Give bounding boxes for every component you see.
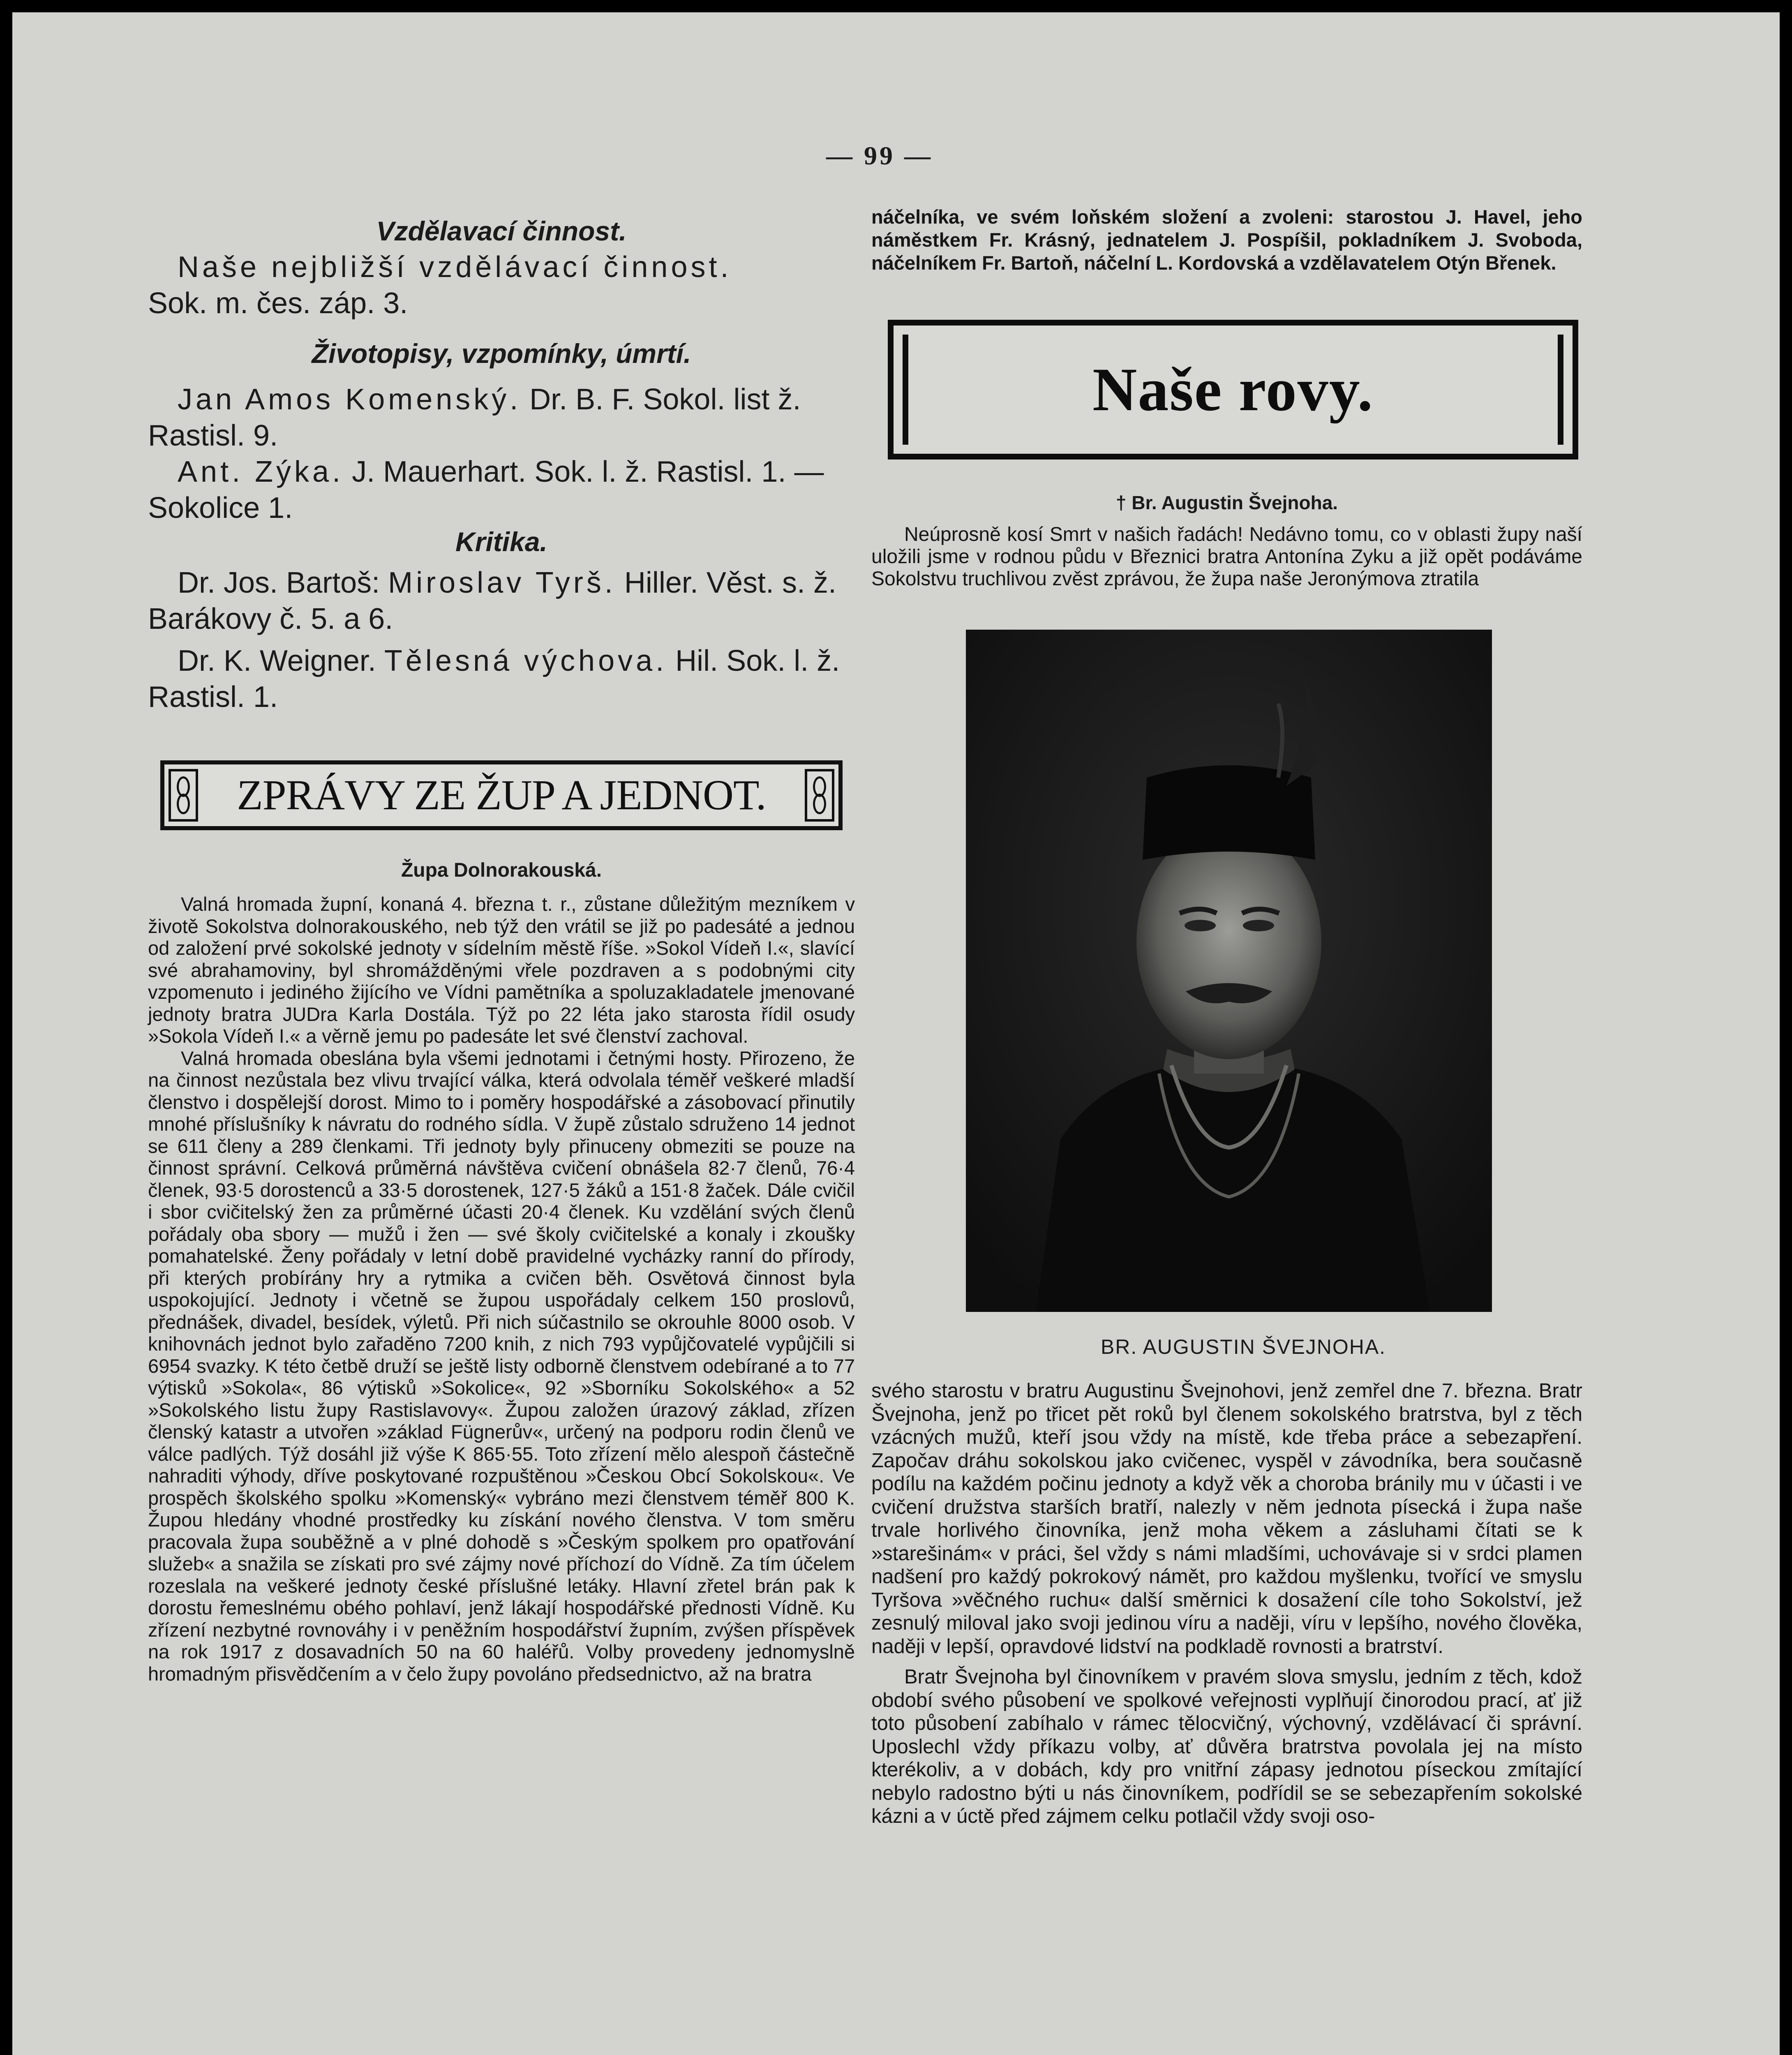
ornament-icon <box>805 769 834 822</box>
biblio-source: Sok. m. čes. záp. 3. <box>148 287 408 320</box>
biblio-spaced-title: Ant. Zýka. <box>178 455 344 488</box>
page-number: — 99 — <box>826 141 933 170</box>
biblio-source: J. Mauerhart. Sok. l. ž. Rastisl. 1. — Sokolice 1. <box>148 455 824 524</box>
biblio-source: Hiller. Věst. s. ž. Barákovy č. 5. a 6. <box>148 566 837 635</box>
biblio-entry <box>148 381 855 454</box>
portrait-photo <box>966 630 1492 1312</box>
left-column <box>148 210 855 1685</box>
biblio-entry <box>148 249 855 321</box>
ornament-icon <box>169 769 198 822</box>
zupa-heading: Župa Dolnorakouská. <box>401 859 602 881</box>
banner-title: ZPRÁVY ZE ŽUP A JEDNOT. <box>237 771 766 819</box>
section-title-kritika: Kritika. <box>455 526 547 557</box>
biblio-entry <box>148 454 855 526</box>
section-title-zivotopisy: Životopisy, vzpomínky, úmrtí. <box>312 338 691 369</box>
nase-rovy-frame <box>903 335 1563 445</box>
biblio-entry <box>148 643 855 715</box>
article-paragraph: Valná hromada obeslána byla všemi jednotami i četnými hosty. Přirozeno, že na činnost nezůstala bez vlivu trvající válka, která odvolala téměř veškeré mladší členstvo i dospělejší dorost. Mimo to i poměry hospodářské a zásobovací přinutily mnohé příslušníky k návratu do rodného sídla. V župě zůstalo sdruženo 14 jednot se 611 členy a 289 členkami. Tři jednoty byly přinuceny obmeziti se pouze na činnost správní. Celková průměrná návštěva cvičení obnášela 82·7 členů, 76·4 členek, 93·5 dorostenců a 33·5 dorostenek, 127·5 žáků a 151·8 žaček. Dále cvičil i sbor cvičitelský žen za průměrné účasti 20·4 členek. Ku vzdělání svých členů pořádaly oba sbory — mužů i žen — své školy cvičitelské a konaly i zkoušky pomahatelské. Ženy pořádaly v letní době pravidelné vycházky ranní do přírody, při kterých probírány hry a rytmika a cvičen běh. Osvětová činnost byla uspokojující. Jednoty i včetně se župou uspořádaly celkem 150 proslovů, přednášek, divadel, besídek, výletů. Při nich súčastnilo se okrouhle 8000 osob. V knihovnách jednot bylo zařaděno 7200 knih, z nich 793 vypůjčovatelé vypůjčili si 6954 svazky. K této četbě druží se ještě listy odborně členstvem odebírané a to 77 výtisků »Sokola«, 86 výtisků »Sokolice«, 92 »Sborníku Sokolského« a 52 »Sokolského listu župy Rastislavovy«. Župou založen úrazový základ, zřízen členský katastr a utvořen »základ Fügnerův«, určený na podporu rodin členů ve válce padlých. Týž dosáhl již výše K 865·55. Toto zřízení mělo alespoň částečně nahraditi výhody, dříve poskytované rozpuštěnou »Českou Obcí Sokolskou«. Ve prospěch školského spolku »Komenský« vybráno mezi členstvem téměř 800 K. Župou hledány vhodné prostředky ku získání nového členstva. V tom směru pracovala župa souběžně a v plné dohodě s »Českým spolkem pro opatřování služeb« a snažila se získati pro své zájmy nové příchozí do Vídně. Za tím účelem rozeslala na veškeré jednoty české příslušné letáky. Hlavní zřetel brán pak k dorostu řemeslnému obého pohlaví, jenž lákají hospodářské přednosti Vídně. Ku zřízení nezbytné rovnováhy i v peněžním hospodářství župním, zvýšen příspěvek na rok 1917 z dosavadních 50 na 60 haléřů. Volby provedeny jednomyslně hromadným přisvědčením a v čelo župy povoláno předsednictvo, až na bratra <box>148 1047 855 1685</box>
nase-rovy-title: Naše rovy. <box>1092 356 1374 424</box>
photo-caption: BR. AUGUSTIN ŠVEJNOHA. <box>1100 1335 1386 1358</box>
right-column <box>871 206 1582 1828</box>
biblio-spaced-title: Miroslav Tyrš. <box>388 566 616 599</box>
biblio-source: Dr. B. F. Sokol. list ž. Rastisl. 9. <box>148 383 801 452</box>
section-title-vzdelavaci: Vzdělavací činnost. <box>376 216 627 246</box>
article-paragraph: Valná hromada župní, konaná 4. března t. r., zůstane důležitým mezníkem v životě Sokolstva dolnorakouského, neb týž den vrátil se již po padesáté a jednou od založení prvé sokolské jednoty v sídelním městě říše. »Sokol Vídeň I.«, slavící své abrahamoviny, byl shromážděnými vřele pozdraven a s podobnými city vzpomenuto i jediného žijícího ve Vídni pamětníka a spoluzakladatele jmenované jednoty bratra JUDra Karla Dostála. Týž po 22 léta jako starosta řídil osudy »Sokola Vídeň I.« a věrně jemu po padesáte let své členství zachoval. <box>148 893 855 1047</box>
biblio-spaced-title: Naše nejbližší vzdělávací činnost. <box>178 251 732 284</box>
obituary-paragraph: svého starostu v bratru Augustinu Švejnohovi, jenž zemřel dne 7. března. Bratr Švejnoha, jenž po třicet pět roků byl členem sokolského bratrstva, byl z těch vzácných mužů, kteří jsou vždy na místě, kde třeba práce a sebezapření. Započav dráhu sokolskou jako cvičenec, vyspěl v závodníka, bera současně podílu na každém počinu jednoty a když věk a choroba bránily mu v účasti i ve cvičení družstva starších bratří, nalezly v něm jednota písecká i župa naše trvale horlivého činovníka, jenž moha věkem a zásluhami čítati se k »starešinám« v práci, šel vždy s námi mladšími, uchovávaje si v srdci plamen nadšení pro každý pokrokový námět, pro každou myšlenku, tvořící ve smyslu Tyršova »věčného ruchu« další směrnici k dosažení cíle toho Sokolství, jež zesnulý miloval jako svoji jedinou víru a naději, víru v lepšího, nového člověka, naději v lepší, opravdové lidství na podkladě rovnosti a bratrství. <box>871 1380 1582 1658</box>
continuation-paragraph: náčelníka, ve svém loňském složení a zvoleni: starostou J. Havel, jeho náměstkem Fr. Krásný, jednatelem J. Pospíšil, pokladníkem J. Svoboda, náčelníkem Fr. Bartoň, náčelní L. Kordovská a vzdělavatelem Otýn Břenek. <box>871 206 1582 274</box>
section-banner <box>160 760 843 830</box>
biblio-source: Hil. Sok. l. ž. Rastisl. 1. <box>148 644 840 713</box>
biblio-spaced-title: Jan Amos Komenský. <box>178 383 522 416</box>
portrait-figure <box>966 630 1492 1312</box>
biblio-author: Dr. K. Weigner. <box>178 644 384 677</box>
obituary-paragraph: Bratr Švejnoha byl činovníkem v pravém slova smyslu, jedním z těch, kdož období svého působení ve spolkové veřejnosti vyplňují činorodou prací, ať již toto působení zabíhalo v rámec tělocvičný, výchovný, vzdělávací či správní. Uposlechl vždy příkazu volby, ať důvěra bratrstva povolala jej na místo kterékoliv, a v dobách, kdy pro vnitřní zápasy jednotou píseckou zmítající nebylo radostno býti u nás činovníkem, podřídil se se sebezapřením sokolské kázni a v úctě před zájmem celku potlačil vždy svoji oso- <box>871 1666 1582 1827</box>
biblio-entry <box>148 565 855 637</box>
biblio-author: Dr. Jos. Bartoš: <box>178 566 388 599</box>
obituary-intro: Neúprosně kosí Smrt v našich řadách! Nedávno tomu, co v oblasti župy naší uložili jsme v rodnou půdu v Březnici bratra Antonína Zyku a již opět podáváme Sokolstvu truchlivou zvěst zprávou, že župa naše Jeronýmova ztratila <box>871 524 1582 590</box>
obituary-heading: † Br. Augustin Švejnoha. <box>1115 492 1338 513</box>
nase-rovy-banner <box>888 320 1578 459</box>
biblio-spaced-title: Tělesná výchova. <box>384 644 667 677</box>
newspaper-page <box>12 12 1780 2055</box>
